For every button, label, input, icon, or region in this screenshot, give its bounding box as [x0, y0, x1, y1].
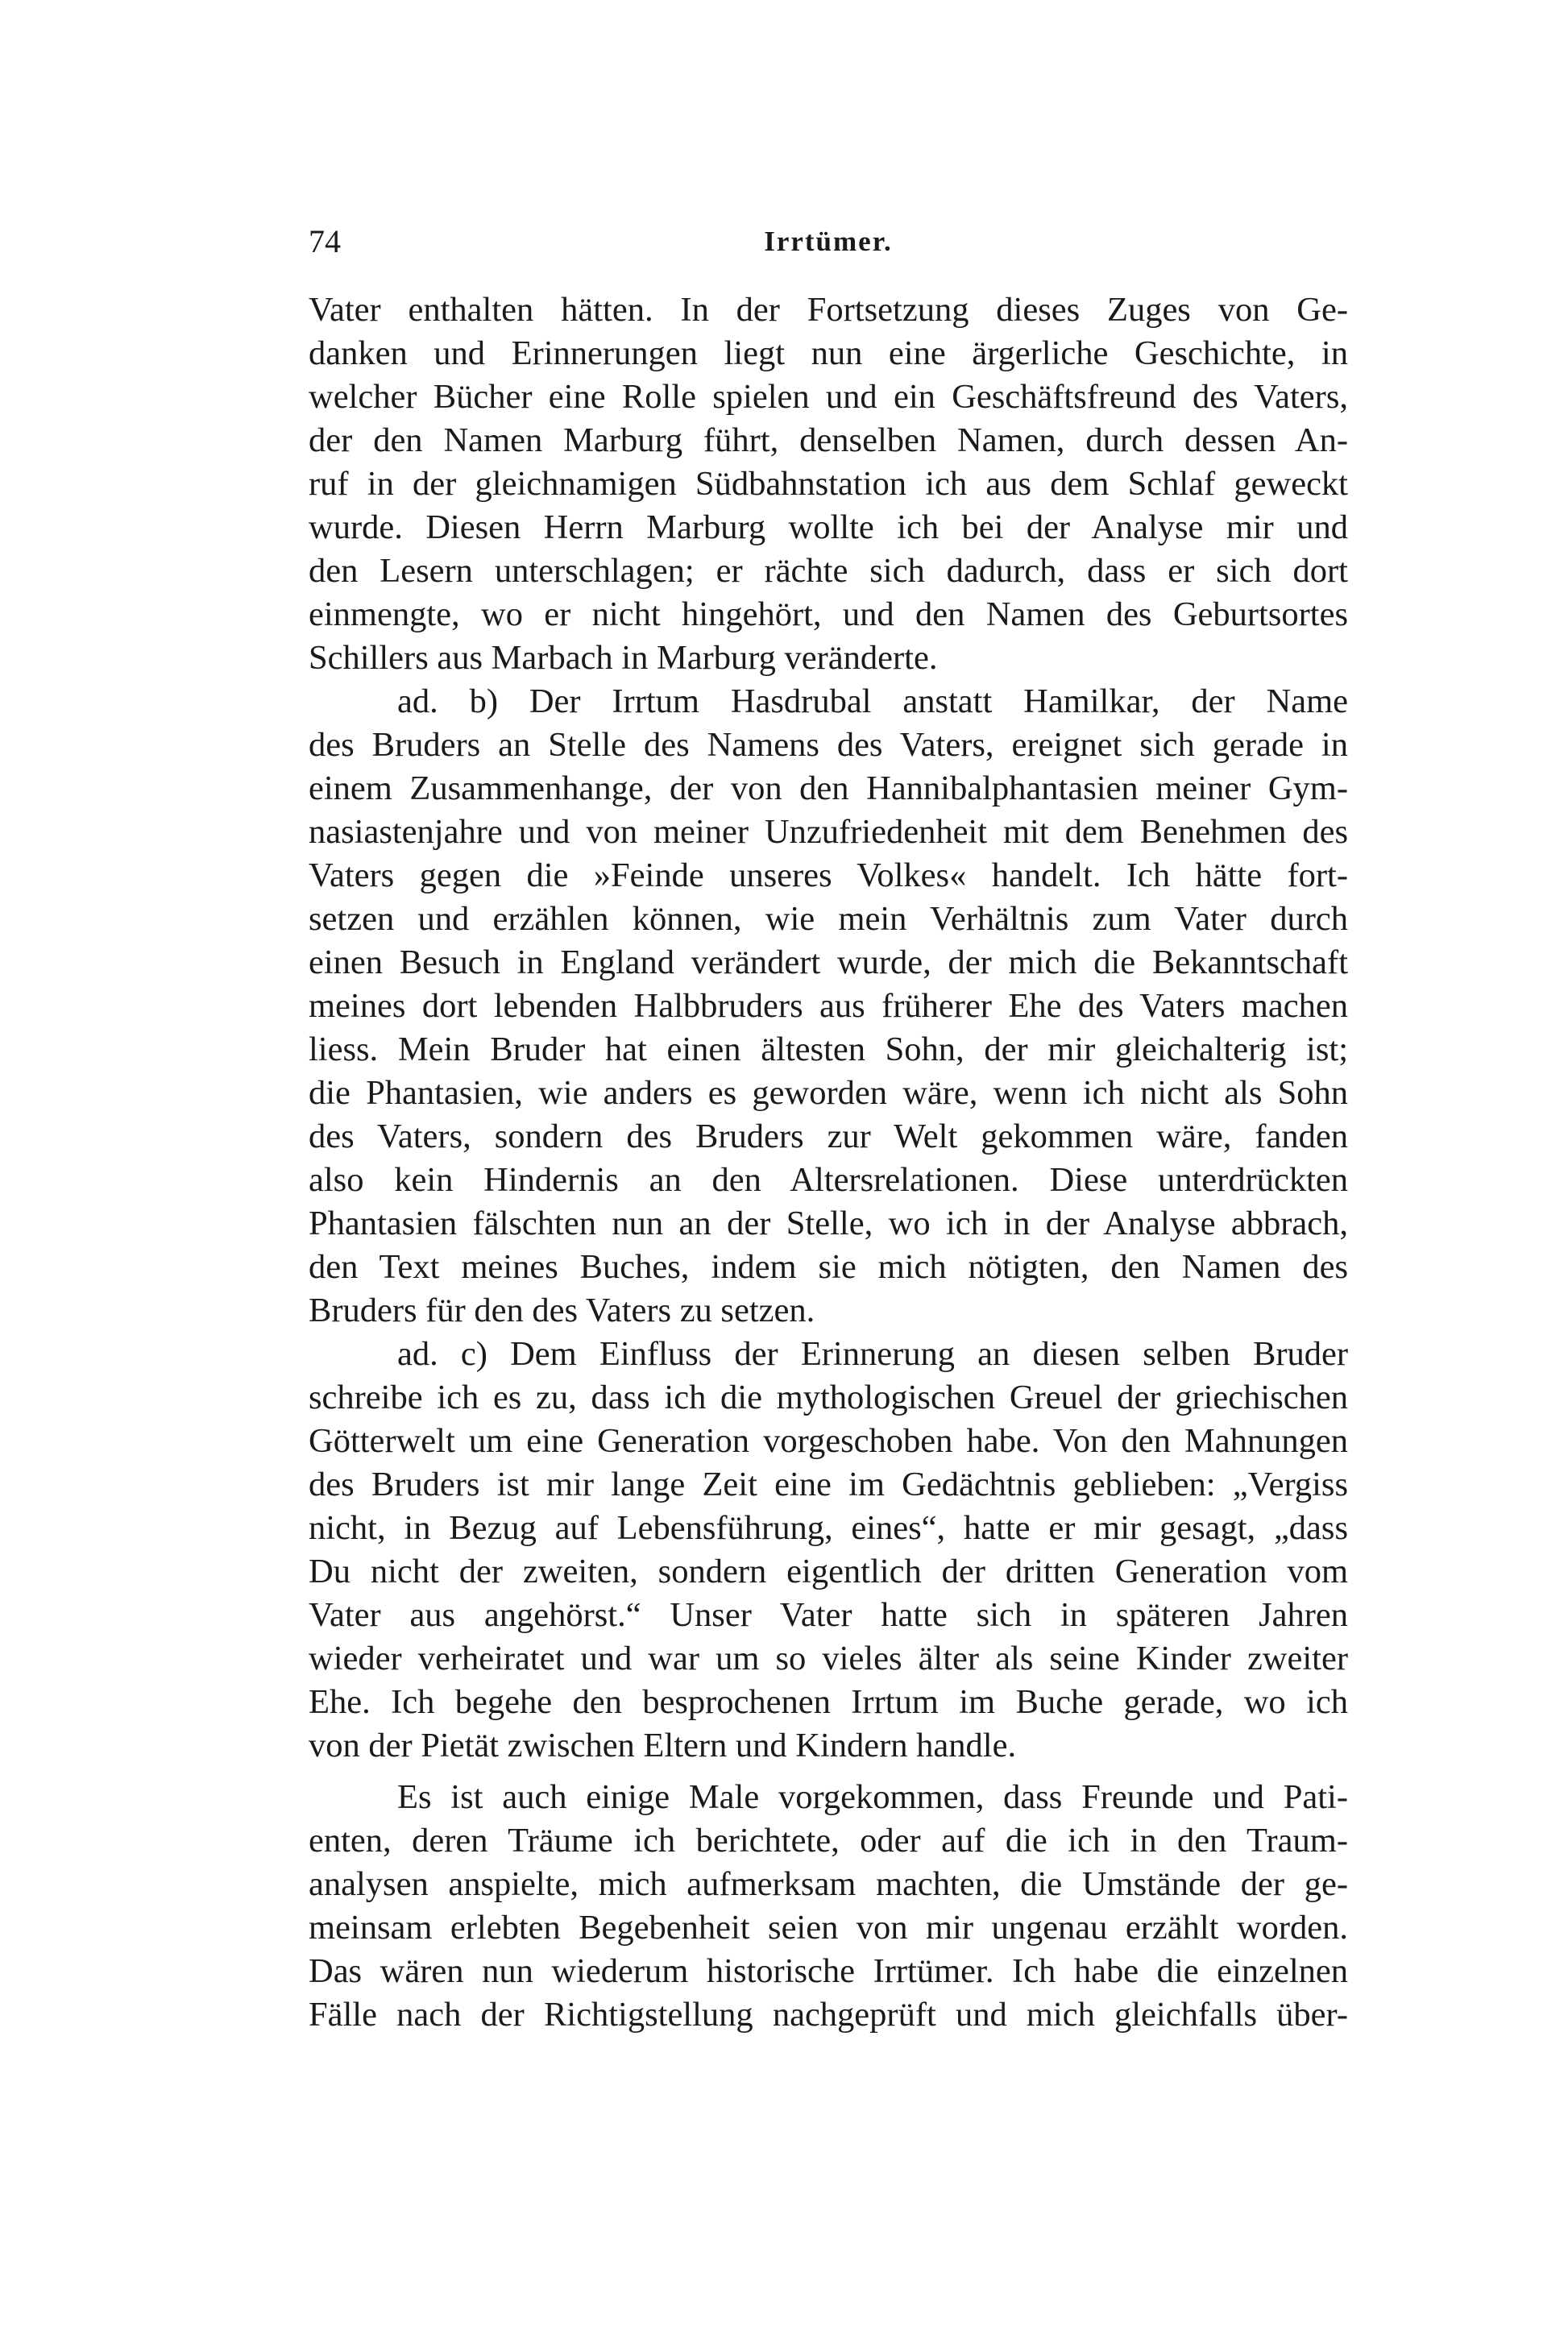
running-head: Irrtümer.	[764, 226, 893, 257]
text-line: nasiastenjahre und von meiner Unzufriedenheit mit dem Benehmen des	[309, 813, 1348, 851]
text-line: Vater enthalten hätten. In der Fortsetzung dieses Zuges von Ge-	[309, 291, 1348, 329]
text-line: Vaters gegen die »Feinde unseres Volkes« handelt. Ich hätte fort-	[309, 856, 1348, 894]
text-line: die Phantasien, wie anders es geworden wäre, wenn ich nicht als Sohn	[309, 1074, 1348, 1112]
text-line: einmengte, wo er nicht hingehört, und den Namen des Geburtsortes	[309, 595, 1348, 633]
text-line: wurde. Diesen Herrn Marburg wollte ich bei der Analyse mir und	[309, 508, 1348, 546]
text-line: von der Pietät zwischen Eltern und Kindern handle.	[309, 1727, 1017, 1764]
text-line: wieder verheiratet und war um so vieles älter als seine Kinder zweiter	[309, 1640, 1348, 1677]
text-line: welcher Bücher eine Rolle spielen und ein Geschäftsfreund des Vaters,	[309, 378, 1348, 416]
text-line: liess. Mein Bruder hat einen ältesten Sohn, der mir gleichalterig ist;	[309, 1030, 1348, 1068]
page-header	[309, 218, 1348, 266]
page-number: 74	[309, 223, 341, 259]
text-line: Es ist auch einige Male vorgekommen, dass Freunde und Pati-	[397, 1778, 1348, 1816]
text-line: ruf in der gleichnamigen Südbahnstation ich aus dem Schlaf geweckt	[309, 465, 1348, 503]
text-line: den Text meines Buches, indem sie mich nötigten, den Namen des	[309, 1248, 1348, 1286]
text-line: den Lesern unterschlagen; er rächte sich dadurch, dass er sich dort	[309, 552, 1348, 590]
text-line: Vater aus angehörst.“ Unser Vater hatte sich in späteren Jahren	[309, 1596, 1348, 1634]
text-line: des Bruders ist mir lange Zeit eine im Gedächtnis geblieben: „Vergiss	[309, 1466, 1348, 1503]
body-text	[309, 288, 1348, 2037]
text-line: des Vaters, sondern des Bruders zur Welt gekommen wäre, fanden	[309, 1118, 1348, 1155]
text-line: Phantasien fälschten nun an der Stelle, wo ich in der Analyse abbrach,	[309, 1205, 1348, 1242]
text-line: Götterwelt um eine Generation vorgeschoben habe. Von den Mahnungen	[309, 1422, 1348, 1460]
text-line: Das wären nun wiederum historische Irrtümer. Ich habe die einzelnen	[309, 1952, 1348, 1990]
text-line: danken und Erinnerungen liegt nun eine ärgerliche Geschichte, in	[309, 334, 1348, 372]
text-line: Schillers aus Marbach in Marburg veränderte.	[309, 639, 938, 677]
text-line: des Bruders an Stelle des Namens des Vaters, ereignet sich gerade in	[309, 726, 1348, 764]
text-line: ad. b) Der Irrtum Hasdrubal anstatt Hamilkar, der Name	[397, 682, 1348, 720]
text-line: enten, deren Träume ich berichtete, oder auf die ich in den Traum-	[309, 1822, 1348, 1860]
text-line: der den Namen Marburg führt, denselben Namen, durch dessen An-	[309, 421, 1348, 459]
text-line: schreibe ich es zu, dass ich die mythologischen Greuel der griechischen	[309, 1379, 1348, 1416]
text-line: Du nicht der zweiten, sondern eigentlich der dritten Generation vom	[309, 1553, 1348, 1590]
text-line: analysen anspielte, mich aufmerksam machten, die Umstände der ge-	[309, 1865, 1348, 1903]
text-line: meines dort lebenden Halbbruders aus früherer Ehe des Vaters machen	[309, 987, 1348, 1025]
text-line: meinsam erlebten Begebenheit seien von mir ungenau erzählt worden.	[309, 1909, 1348, 1947]
text-line: setzen und erzählen können, wie mein Verhältnis zum Vater durch	[309, 900, 1348, 938]
text-line: also kein Hindernis an den Altersrelationen. Diese unterdrückten	[309, 1161, 1348, 1199]
text-line: Fälle nach der Richtigstellung nachgeprüft und mich gleichfalls über-	[309, 1996, 1348, 2034]
text-line: Bruders für den des Vaters zu setzen.	[309, 1292, 815, 1329]
text-line: einen Besuch in England verändert wurde, der mich die Bekanntschaft	[309, 943, 1348, 981]
text-line: ad. c) Dem Einfluss der Erinnerung an diesen selben Bruder	[397, 1335, 1348, 1373]
text-line: nicht, in Bezug auf Lebensführung, eines“, hatte er mir gesagt, „dass	[309, 1509, 1348, 1547]
text-line: einem Zusammenhange, der von den Hannibalphantasien meiner Gym-	[309, 769, 1348, 807]
text-line: Ehe. Ich begehe den besprochenen Irrtum im Buche gerade, wo ich	[309, 1683, 1348, 1721]
